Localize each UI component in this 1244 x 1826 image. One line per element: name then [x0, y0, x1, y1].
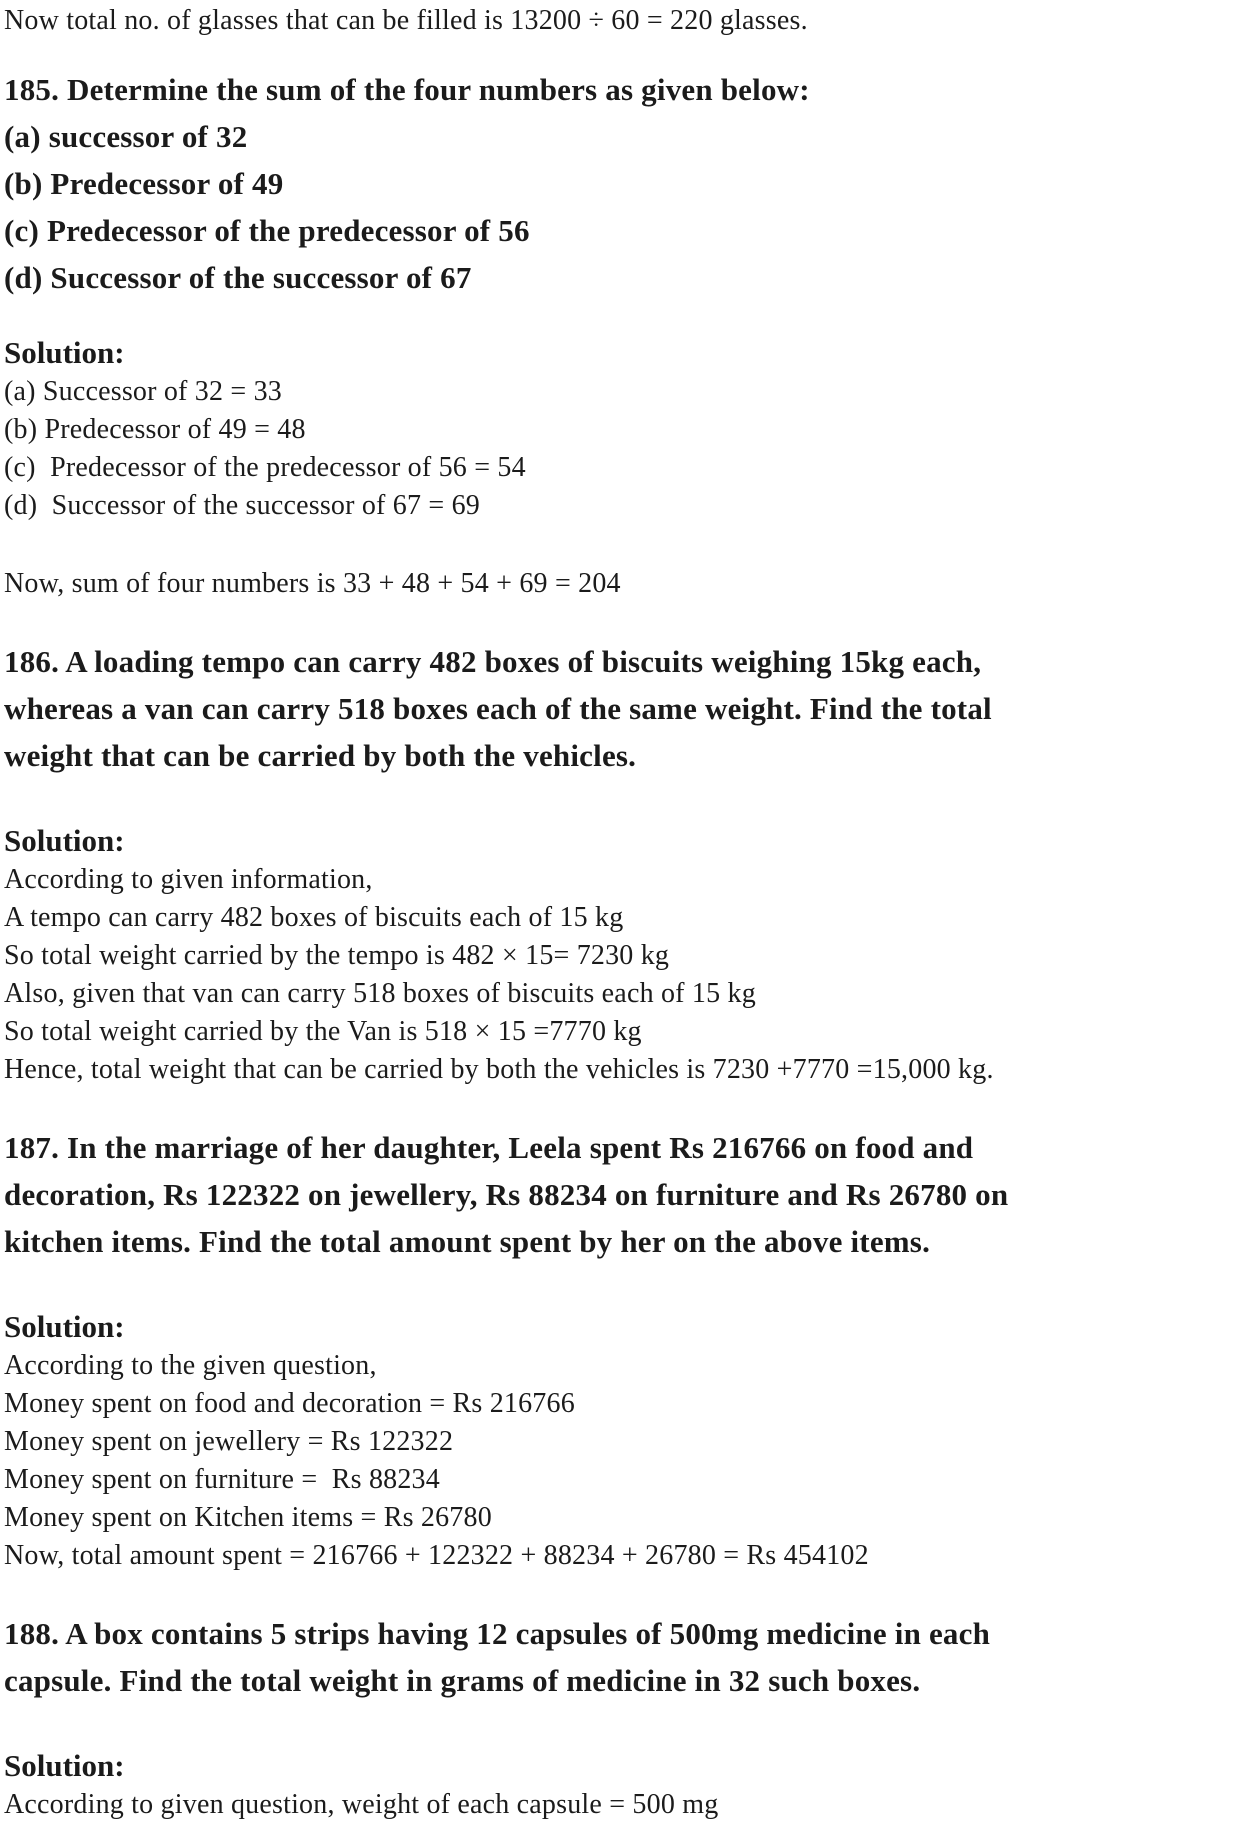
solution-185-line-c: (c) Predecessor of the predecessor of 56 = 54: [4, 452, 526, 483]
solution-185-line-a: (a) Successor of 32 = 33: [4, 376, 282, 407]
question-185-title: 185. Determine the sum of the four numbers as given below:: [4, 72, 810, 107]
solution-187-line-3: Money spent on jewellery = Rs 122322: [4, 1426, 454, 1457]
solution-187-line-5: Money spent on Kitchen items = Rs 26780: [4, 1502, 492, 1533]
question-186-title-line-2: whereas a van can carry 518 boxes each of the same weight. Find the total: [4, 691, 992, 726]
solution-185-result: Now, sum of four numbers is 33 + 48 + 54 + 69 = 204: [4, 568, 621, 599]
solution-187-line-1: According to the given question,: [4, 1350, 377, 1381]
question-187-title-line-1: 187. In the marriage of her daughter, Leela spent Rs 216766 on food and: [4, 1130, 974, 1165]
question-185-part-d: (d) Successor of the successor of 67: [4, 260, 472, 295]
question-188-title-line-1: 188. A box contains 5 strips having 12 capsules of 500mg medicine in each: [4, 1616, 991, 1651]
solution-186-line-1: According to given information,: [4, 864, 373, 895]
solution-label-187: Solution:: [4, 1309, 125, 1344]
solution-label-186: Solution:: [4, 823, 125, 858]
question-185-part-a: (a) successor of 32: [4, 119, 248, 154]
intro-line: Now total no. of glasses that can be filled is 13200 ÷ 60 = 220 glasses.: [4, 5, 808, 36]
question-185-part-c: (c) Predecessor of the predecessor of 56: [4, 213, 530, 248]
question-185-part-b: (b) Predecessor of 49: [4, 166, 284, 201]
question-186-title-line-3: weight that can be carried by both the vehicles.: [4, 738, 637, 773]
solution-188-line-1: According to given question, weight of each capsule = 500 mg: [4, 1789, 719, 1820]
solution-label-185: Solution:: [4, 335, 125, 370]
solution-187-line-6: Now, total amount spent = 216766 + 122322 + 88234 + 26780 = Rs 454102: [4, 1540, 869, 1571]
solution-186-line-5: So total weight carried by the Van is 518 × 15 =7770 kg: [4, 1016, 642, 1047]
solution-186-line-4: Also, given that van can carry 518 boxes of biscuits each of 15 kg: [4, 978, 756, 1009]
solution-185-line-b: (b) Predecessor of 49 = 48: [4, 414, 306, 445]
solution-187-line-2: Money spent on food and decoration = Rs 216766: [4, 1388, 575, 1419]
solution-186-line-2: A tempo can carry 482 boxes of biscuits each of 15 kg: [4, 902, 624, 933]
question-188-title-line-2: capsule. Find the total weight in grams of medicine in 32 such boxes.: [4, 1663, 921, 1698]
solution-186-line-6: Hence, total weight that can be carried by both the vehicles is 7230 +7770 =15,000 kg.: [4, 1054, 994, 1085]
solution-185-line-d: (d) Successor of the successor of 67 = 69: [4, 490, 480, 521]
solution-186-line-3: So total weight carried by the tempo is 482 × 15= 7230 kg: [4, 940, 670, 971]
solution-label-188: Solution:: [4, 1748, 125, 1783]
question-186-title-line-1: 186. A loading tempo can carry 482 boxes of biscuits weighing 15kg each,: [4, 644, 982, 679]
question-187-title-line-2: decoration, Rs 122322 on jewellery, Rs 88234 on furniture and Rs 26780 on: [4, 1177, 1009, 1212]
question-187-title-line-3: kitchen items. Find the total amount spent by her on the above items.: [4, 1224, 931, 1259]
solution-187-line-4: Money spent on furniture = Rs 88234: [4, 1464, 440, 1495]
